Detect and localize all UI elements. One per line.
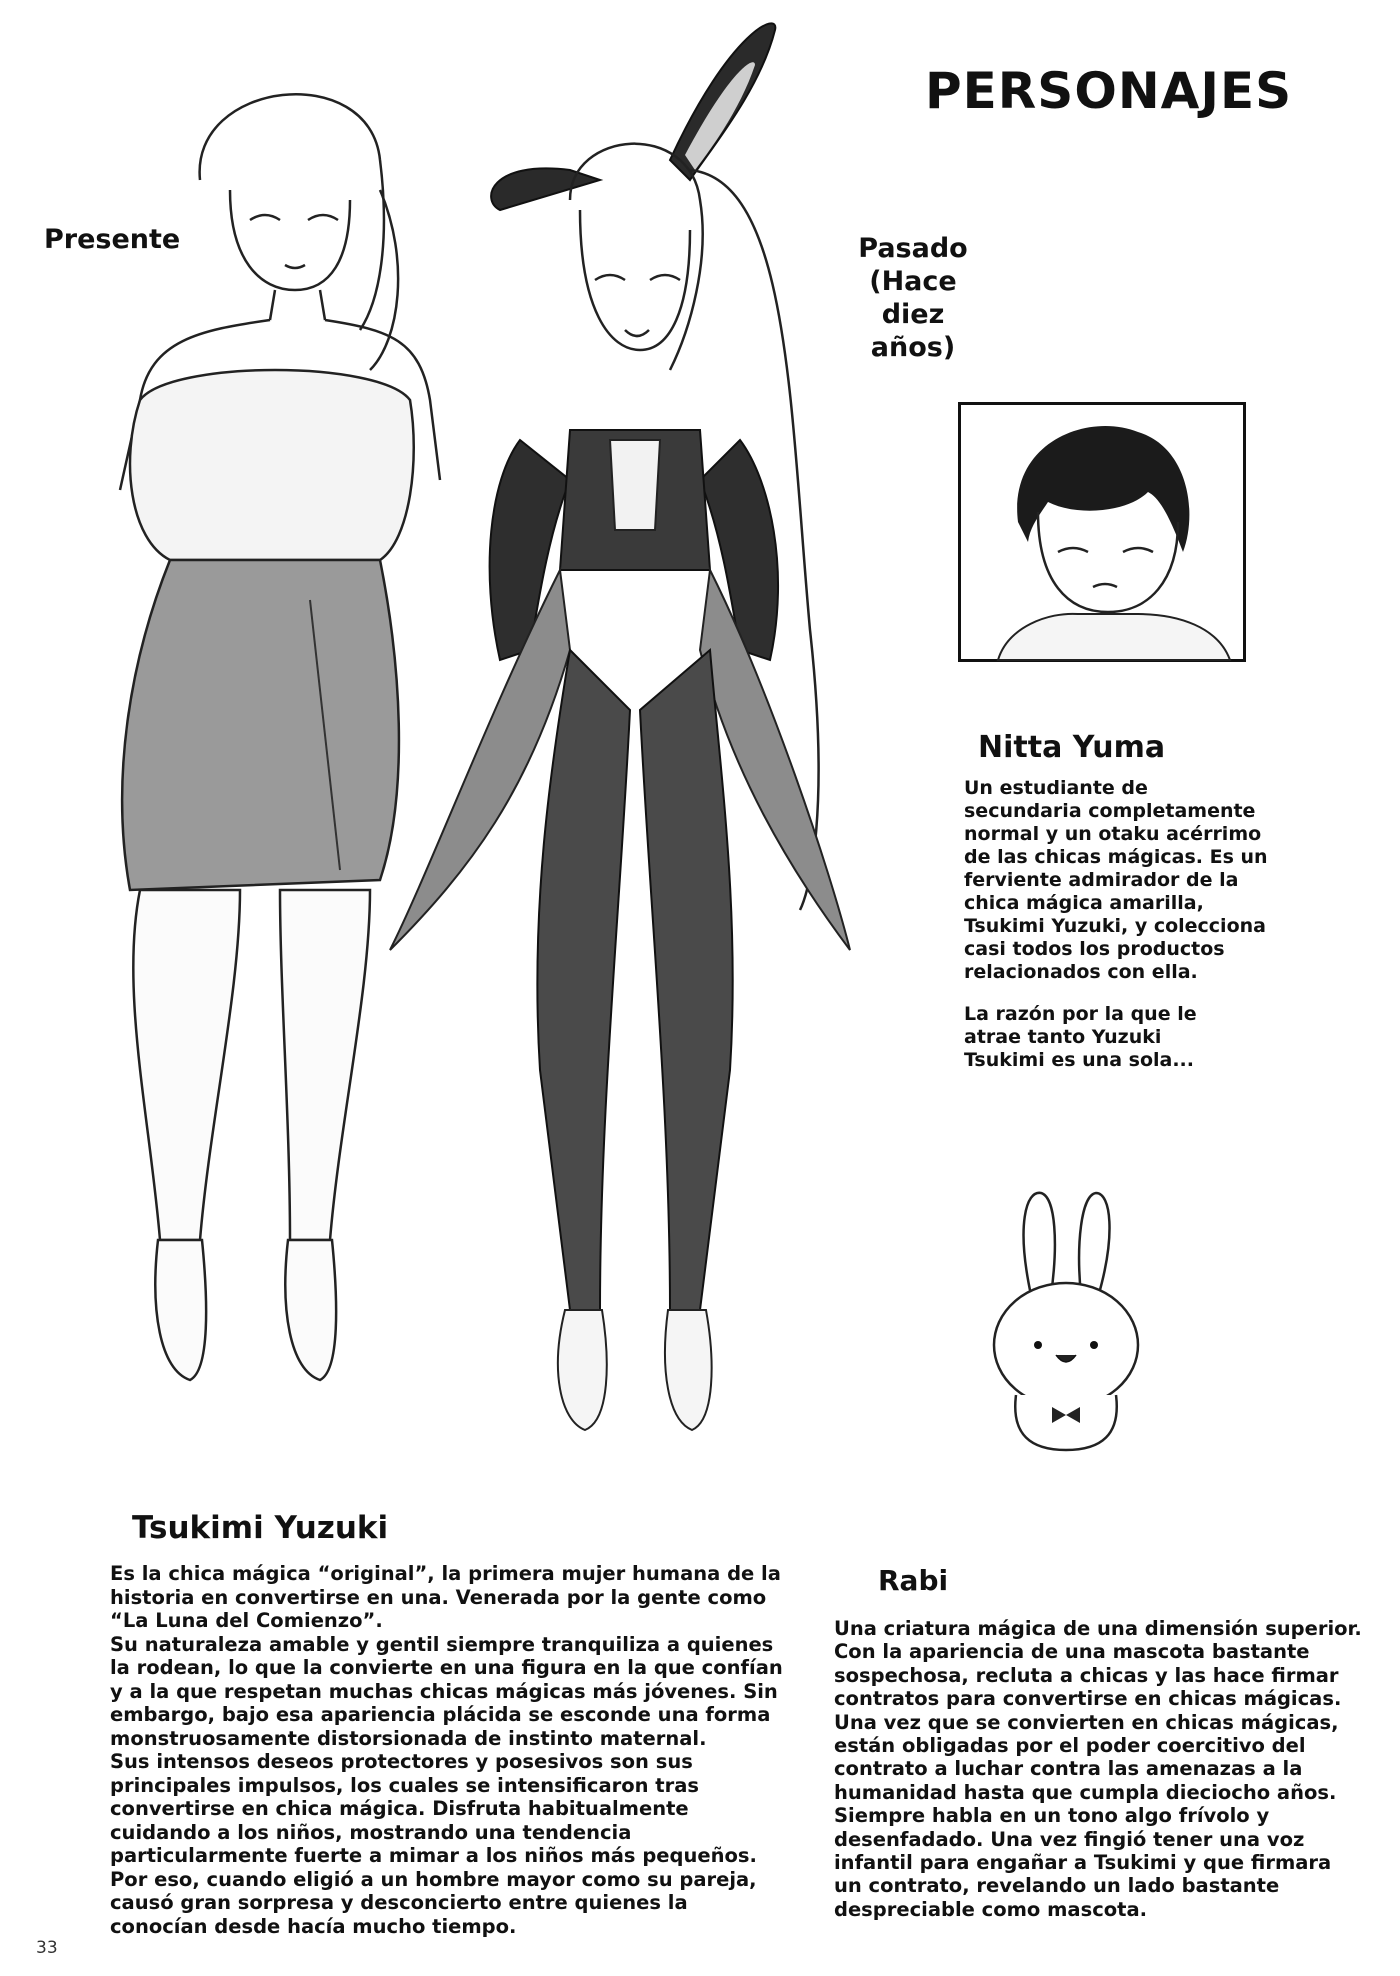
text-line: causó gran sorpresa y desconcierto entre quienes la <box>110 1891 688 1914</box>
text-line: secundaria completamente <box>964 800 1256 822</box>
text-line: sospechosa, recluta a chicas y las hace firmar <box>834 1663 1339 1687</box>
text-line: infantil para engañar a Tsukimi y que firmara <box>834 1851 1332 1875</box>
nitta-paragraph-1 <box>964 777 1268 984</box>
text-line: despreciable como mascota. <box>834 1897 1148 1921</box>
rabi-name: Rabi <box>878 1564 949 1597</box>
text-line: casi todos los productos <box>964 938 1225 960</box>
text-line: La razón por la que le <box>964 1003 1197 1025</box>
text-line: Sus intensos deseos protectores y posesivos son sus <box>110 1750 693 1773</box>
text-line: atrae tanto Yuzuki <box>964 1026 1162 1048</box>
text-line: relacionados con ella. <box>964 961 1198 983</box>
text-line: Tsukimi es una sola... <box>964 1049 1194 1071</box>
text-line: Un estudiante de <box>964 777 1148 799</box>
past-label-line: Pasado <box>858 233 968 264</box>
past-label <box>848 232 978 364</box>
text-line: Tsukimi Yuzuki, y colecciona <box>964 915 1266 937</box>
text-line: desenfadado. Una vez fingió tener una voz <box>834 1827 1305 1851</box>
text-line: embargo, bajo esa apariencia plácida se esconde una forma <box>110 1703 771 1726</box>
text-line: Es la chica mágica “original”, la primera mujer humana de la <box>110 1562 781 1585</box>
text-line: están obligadas por el poder coercitivo del <box>834 1734 1306 1758</box>
page-number: 33 <box>36 1938 58 1958</box>
nitta-portrait <box>958 402 1246 662</box>
text-line: Siempre habla en un tono algo frívolo y <box>834 1804 1270 1828</box>
present-label: Presente <box>44 224 181 255</box>
page-title: PERSONAJES <box>925 62 1293 120</box>
text-line: monstruosamente distorsionada de instinto maternal. <box>110 1726 707 1750</box>
text-line: cuidando a los niños, mostrando una tendencia <box>110 1820 632 1844</box>
text-line: Su naturaleza amable y gentil siempre tranquiliza a quienes <box>110 1632 774 1656</box>
past-label-line: diez <box>881 299 945 330</box>
text-line: Por eso, cuando eligió a un hombre mayor como su pareja, <box>110 1867 757 1891</box>
text-line: convertirse en chica mágica. Disfruta habitualmente <box>110 1797 689 1820</box>
rabi-description <box>834 1617 1362 1921</box>
text-line: humanidad hasta que cumpla dieciocho años. <box>834 1780 1337 1804</box>
nitta-description <box>964 777 1268 1091</box>
nitta-name: Nitta Yuma <box>978 730 1166 765</box>
text-line: particularmente fuerte a mimar a los niños más pequeños. <box>110 1844 757 1867</box>
text-line: historia en convertirse en una. Venerada por la gente como <box>110 1585 767 1609</box>
text-line: y a la que respetan muchas chicas mágicas más jóvenes. Sin <box>110 1679 778 1703</box>
past-figure-illustration <box>370 10 930 1450</box>
text-line: chica mágica amarilla, <box>964 892 1204 914</box>
rabi-illustration <box>986 1185 1146 1455</box>
past-label-line: (Hace <box>869 266 957 297</box>
tsukimi-name: Tsukimi Yuzuki <box>132 1510 389 1546</box>
text-line: un contrato, revelando un lado bastante <box>834 1874 1280 1898</box>
text-line: contrato a luchar contra las amenazas a la <box>834 1757 1303 1781</box>
text-line: Con la apariencia de una mascota bastante <box>834 1640 1310 1664</box>
text-line: normal y un otaku acérrimo <box>964 823 1262 845</box>
text-line: principales impulsos, los cuales se intensificaron tras <box>110 1773 699 1797</box>
nitta-paragraph-2 <box>964 1003 1264 1072</box>
text-line: de las chicas mágicas. Es un <box>964 846 1268 868</box>
text-line: la rodean, lo que la convierte en una figura en la que confían <box>110 1656 783 1679</box>
text-line: ferviente admirador de la <box>964 869 1239 891</box>
tsukimi-description <box>110 1562 830 1938</box>
past-label-line: años) <box>870 332 956 363</box>
text-line: “La Luna del Comienzo”. <box>110 1609 383 1632</box>
text-line: Una criatura mágica de una dimensión superior. <box>834 1617 1362 1640</box>
text-line: conocían desde hacía mucho tiempo. <box>110 1914 517 1938</box>
text-line: contratos para convertirse en chicas mágicas. <box>834 1687 1342 1711</box>
text-line: Una vez que se convierten en chicas mágicas, <box>834 1710 1339 1734</box>
